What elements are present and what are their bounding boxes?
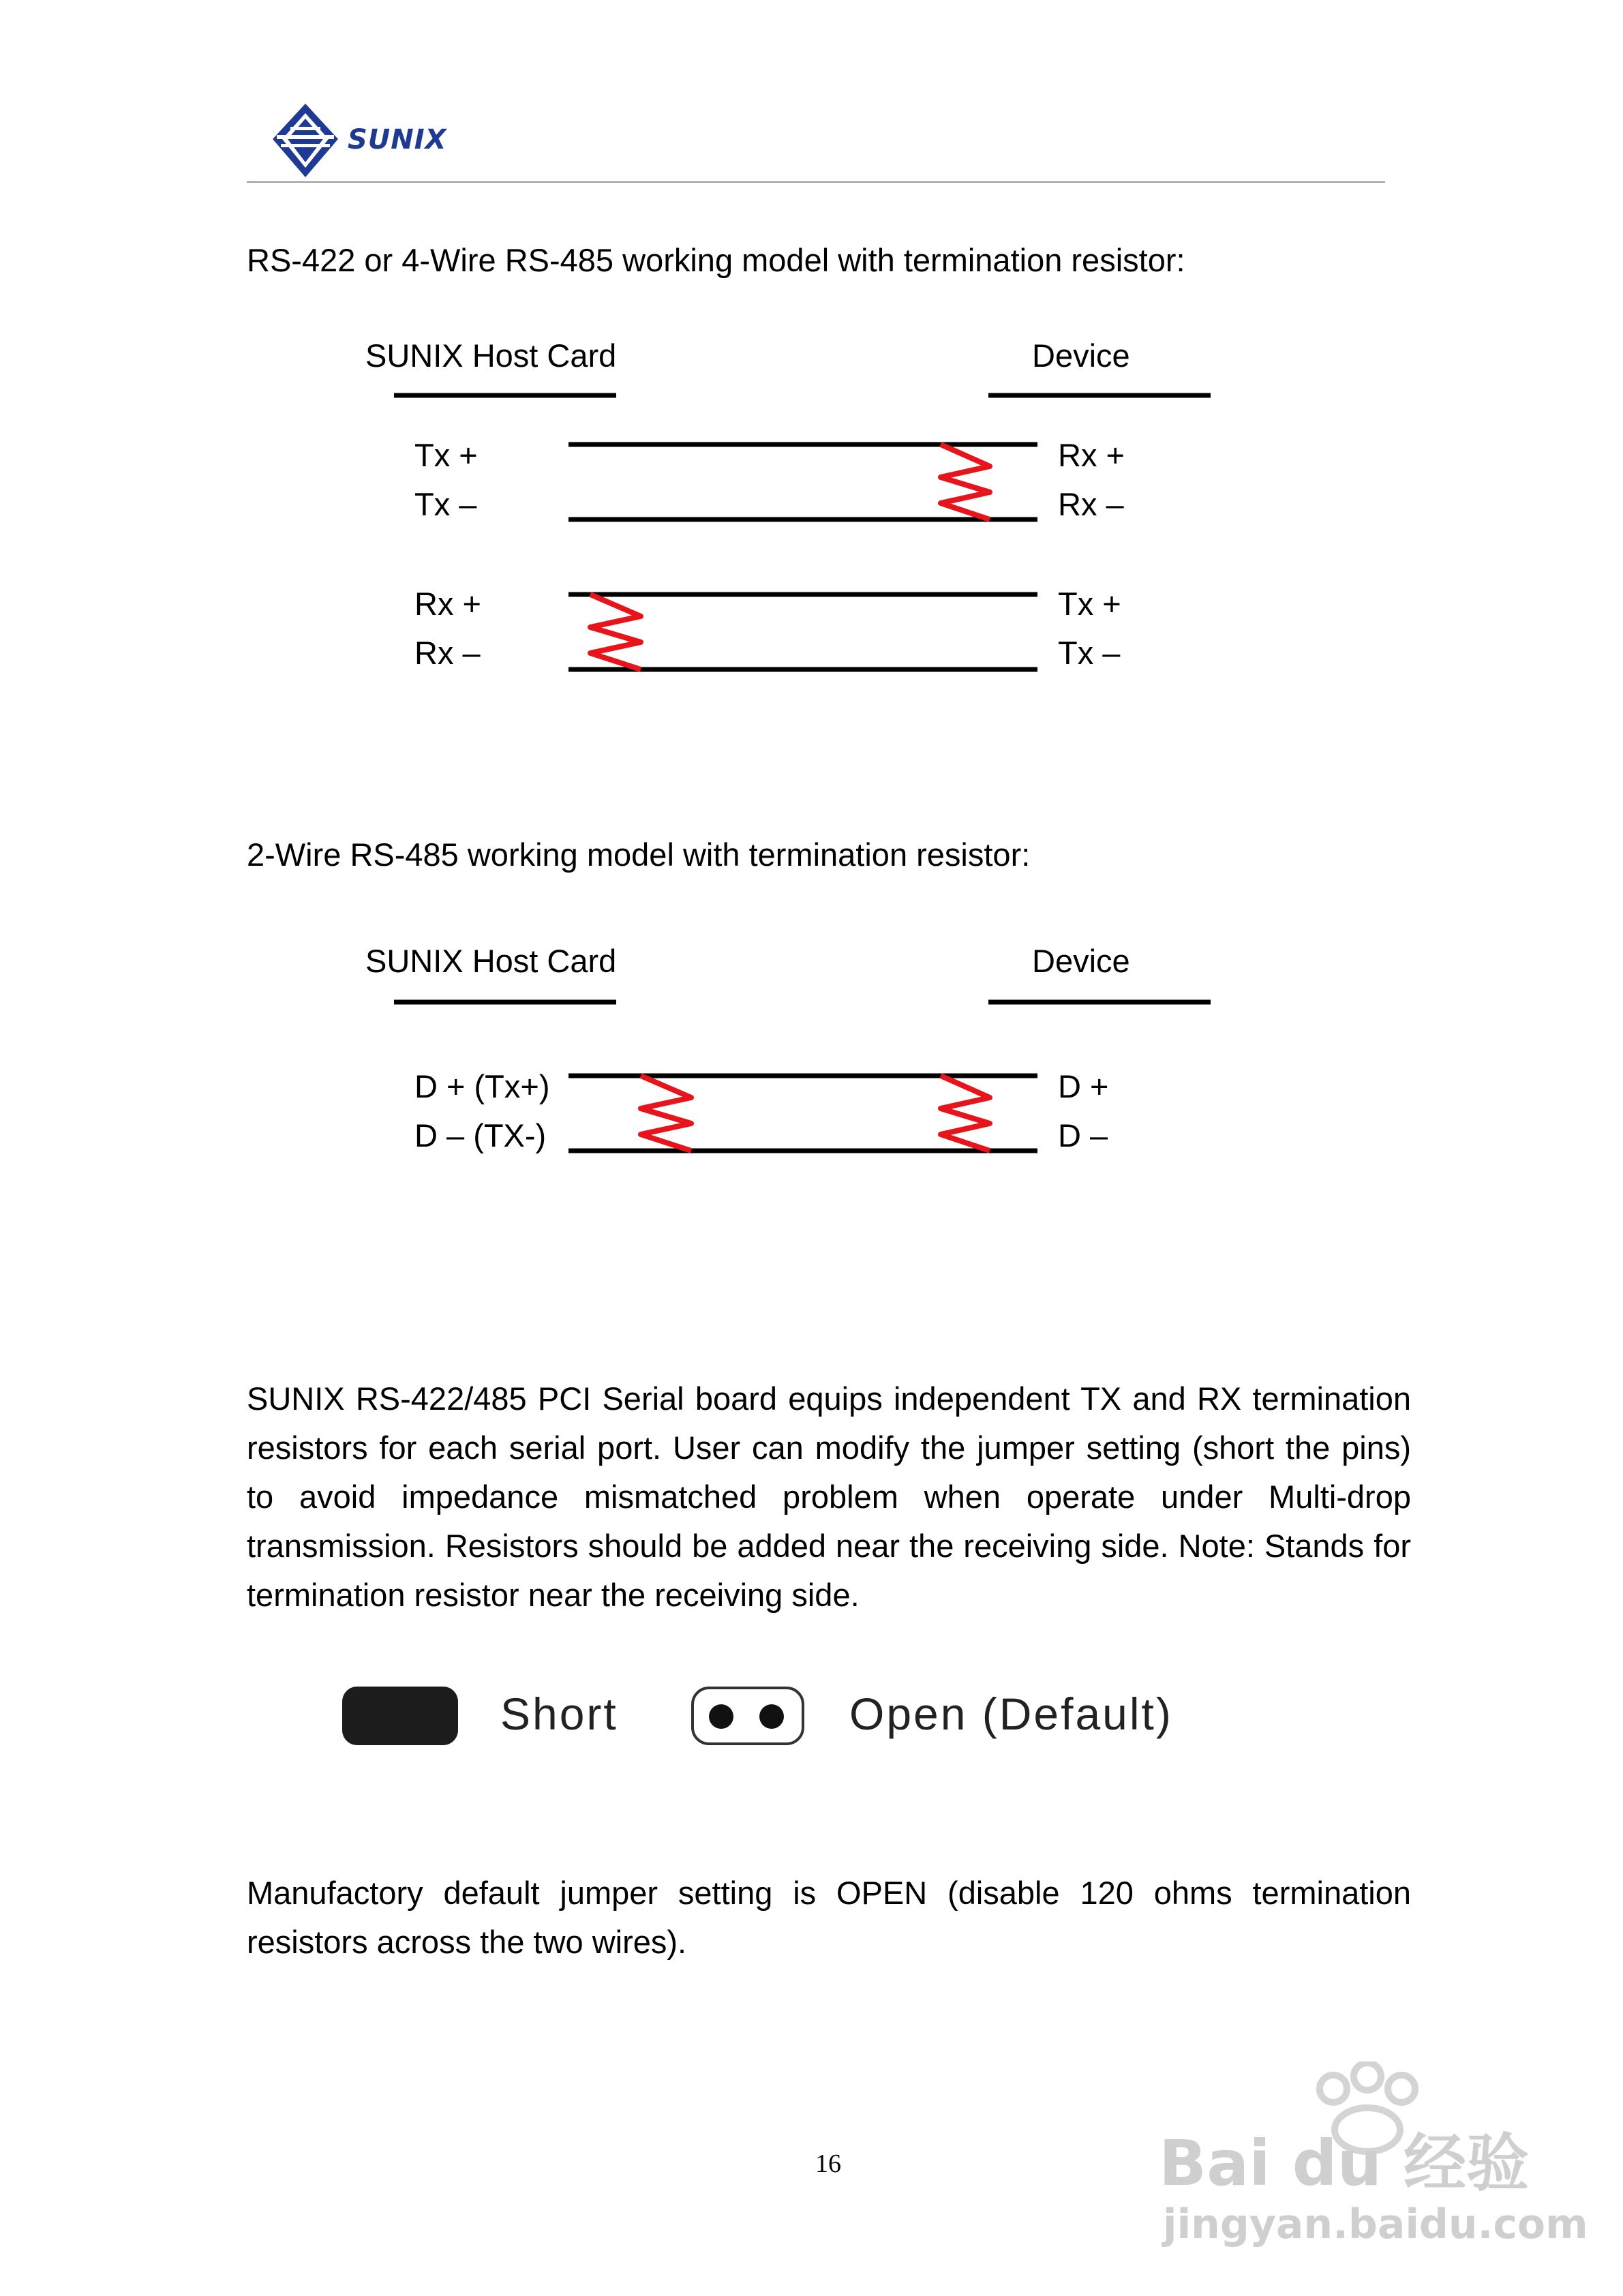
section2-device-pin: D – xyxy=(1058,1117,1108,1153)
section1-device-label: Device xyxy=(1032,337,1130,374)
section1-wiring-diagram xyxy=(0,0,1623,750)
jumper-pin-dot xyxy=(709,1704,733,1729)
section1-device-pin: Rx – xyxy=(1058,486,1124,522)
section2-host-label: SUNIX Host Card xyxy=(365,943,617,979)
section2-host-pin: D + (Tx+) xyxy=(414,1068,550,1104)
section1-device-pin: Rx + xyxy=(1058,437,1125,473)
section1-host-pin: Rx + xyxy=(414,586,481,622)
page-number: 16 xyxy=(815,2149,841,2178)
jumper-open-icon xyxy=(691,1687,804,1745)
section2-host-pin: D – (TX-) xyxy=(414,1117,547,1153)
section1-device-pin: Tx + xyxy=(1058,586,1121,622)
section1-heading: RS-422 or 4-Wire RS-485 working model with termination resistor: xyxy=(247,242,1185,278)
section1-host-label: SUNIX Host Card xyxy=(365,337,617,374)
section1-host-pin: Rx – xyxy=(414,635,481,671)
section2-device-label: Device xyxy=(1032,943,1130,979)
default-setting-note: Manufactory default jumper setting is OPEN (disable 120 ohms termination resistors across the two wires). xyxy=(247,1875,1411,1960)
watermark-url: jingyan.baidu.com xyxy=(1163,2201,1588,2248)
termination-resistor-device xyxy=(941,1076,990,1151)
jumper-short-icon xyxy=(342,1687,458,1745)
description-paragraph: SUNIX RS-422/485 PCI Serial board equips independent TX and RX termination resistors for each serial port. User can modify the jumper setting (short the pins) to avoid impedance mismatched problem when operate under Multi-drop transmission. Resistors should be added near the receiving side. Note: Stands for termination resistor near the receiving side. xyxy=(247,1380,1411,1613)
brand-name: SUNIX xyxy=(348,124,447,155)
jumper-open-label: Open (Default) xyxy=(849,1689,1173,1739)
section2-heading: 2-Wire RS-485 working model with termination resistor: xyxy=(247,836,1031,873)
section2-device-pin: D + xyxy=(1058,1068,1109,1104)
section1-host-pin: Tx – xyxy=(414,486,477,522)
jumper-short-label: Short xyxy=(500,1689,618,1739)
section2-wiring-diagram xyxy=(0,954,1623,1173)
termination-resistor-host xyxy=(641,1076,691,1151)
section1-device-pin: Tx – xyxy=(1058,635,1121,671)
watermark-brand: Bai du 经验 xyxy=(1159,2127,1530,2200)
termination-resistor-device xyxy=(941,444,990,519)
section1-host-pin: Tx + xyxy=(414,437,478,473)
termination-resistor-host xyxy=(590,594,641,669)
jumper-pin-dot xyxy=(759,1704,784,1729)
